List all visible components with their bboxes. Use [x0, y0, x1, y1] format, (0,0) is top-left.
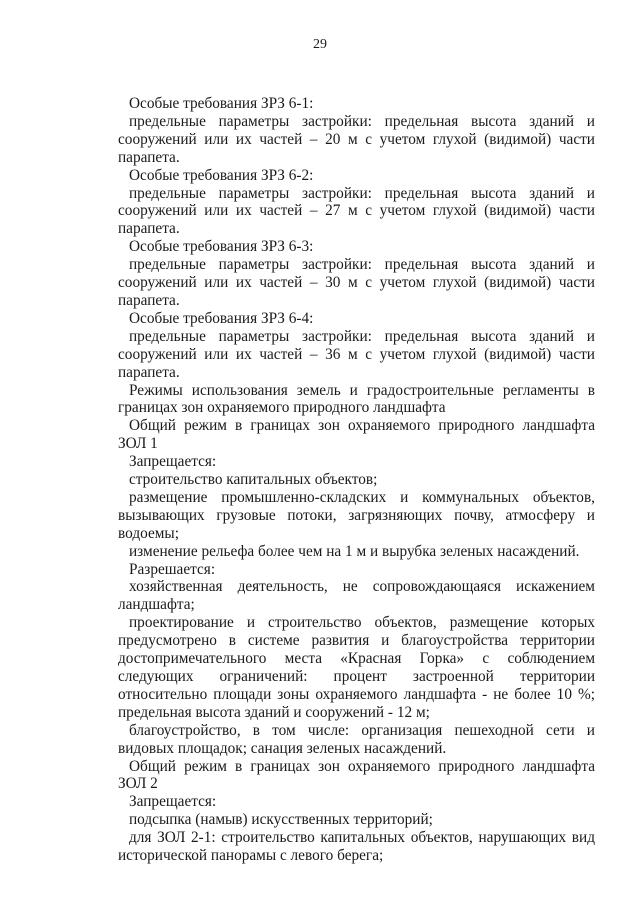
list-item: хозяйственная деятельность, не сопровождающаяся искажением ландшафта;: [118, 578, 595, 614]
page-number: 29: [313, 37, 327, 52]
list-item: для ЗОЛ 2-1: строительство капитальных объектов, нарушающих вид исторической панорамы с левого берега;: [118, 829, 595, 865]
list-item: благоустройство, в том числе: организация пешеходной сети и видовых площадок; санация зеленых насаждений.: [118, 721, 595, 757]
label-prohibited-zol-2: Запрещается:: [129, 793, 217, 811]
heading-zol-1: Общий режим в границах зон охраняемого природного ландшафта ЗОЛ 1: [118, 417, 595, 453]
document-body: [118, 95, 595, 865]
list-item: проектирование и строительство объектов, размещение которых предусмотрено в системе развития и благоустройства территории достопримечательного места «Красная Горка» с соблюдением следующих ограничений: процент застроенной территории относительно площади зоны охраняемого ландшафта - не более 10 %; предельная высота зданий и сооружений - 12 м;: [118, 614, 595, 721]
paragraph-zrz-6-2-height: предельные параметры застройки: предельная высота зданий и сооружений или их частей – 27 м с учетом глухой (видимой) части парапета.: [118, 184, 595, 238]
label-permitted-zol-1: Разрешается:: [129, 560, 216, 578]
heading-zrz-6-1: Особые требования ЗРЗ 6-1:: [129, 95, 314, 112]
list-item: подсыпка (намыв) искусственных территорий;: [129, 811, 433, 829]
heading-zrz-6-2: Особые требования ЗРЗ 6-2:: [129, 166, 314, 184]
paragraph-land-use-regimes: Режимы использования земель и градостроительные регламенты в границах зон охраняемого природного ландшафта: [118, 381, 595, 417]
list-item: изменение рельефа более чем на 1 м и вырубка зеленых насаждений.: [129, 542, 580, 560]
heading-zrz-6-4: Особые требования ЗРЗ 6-4:: [129, 309, 314, 327]
heading-zol-2: Общий режим в границах зон охраняемого природного ландшафта ЗОЛ 2: [118, 757, 595, 793]
paragraph-zrz-6-3-height: предельные параметры застройки: предельная высота зданий и сооружений или их частей – 30 м с учетом глухой (видимой) части парапета.: [118, 256, 595, 309]
list-item: строительство капитальных объектов;: [129, 471, 378, 489]
heading-zrz-6-3: Особые требования ЗРЗ 6-3:: [129, 238, 314, 256]
label-prohibited-zol-1: Запрещается:: [129, 453, 217, 471]
paragraph-zrz-6-1-height: предельные параметры застройки: предельная высота зданий и сооружений или их частей – 20 м с учетом глухой (видимой) части парапета.: [118, 112, 595, 166]
paragraph-zrz-6-4-height: предельные параметры застройки: предельная высота зданий и сооружений или их частей – 36 м с учетом глухой (видимой) части парапета.: [118, 327, 595, 381]
list-item: размещение промышленно-складских и коммунальных объектов, вызывающих грузовые потоки, загрязняющих почву, атмосферу и водоемы;: [118, 488, 595, 542]
